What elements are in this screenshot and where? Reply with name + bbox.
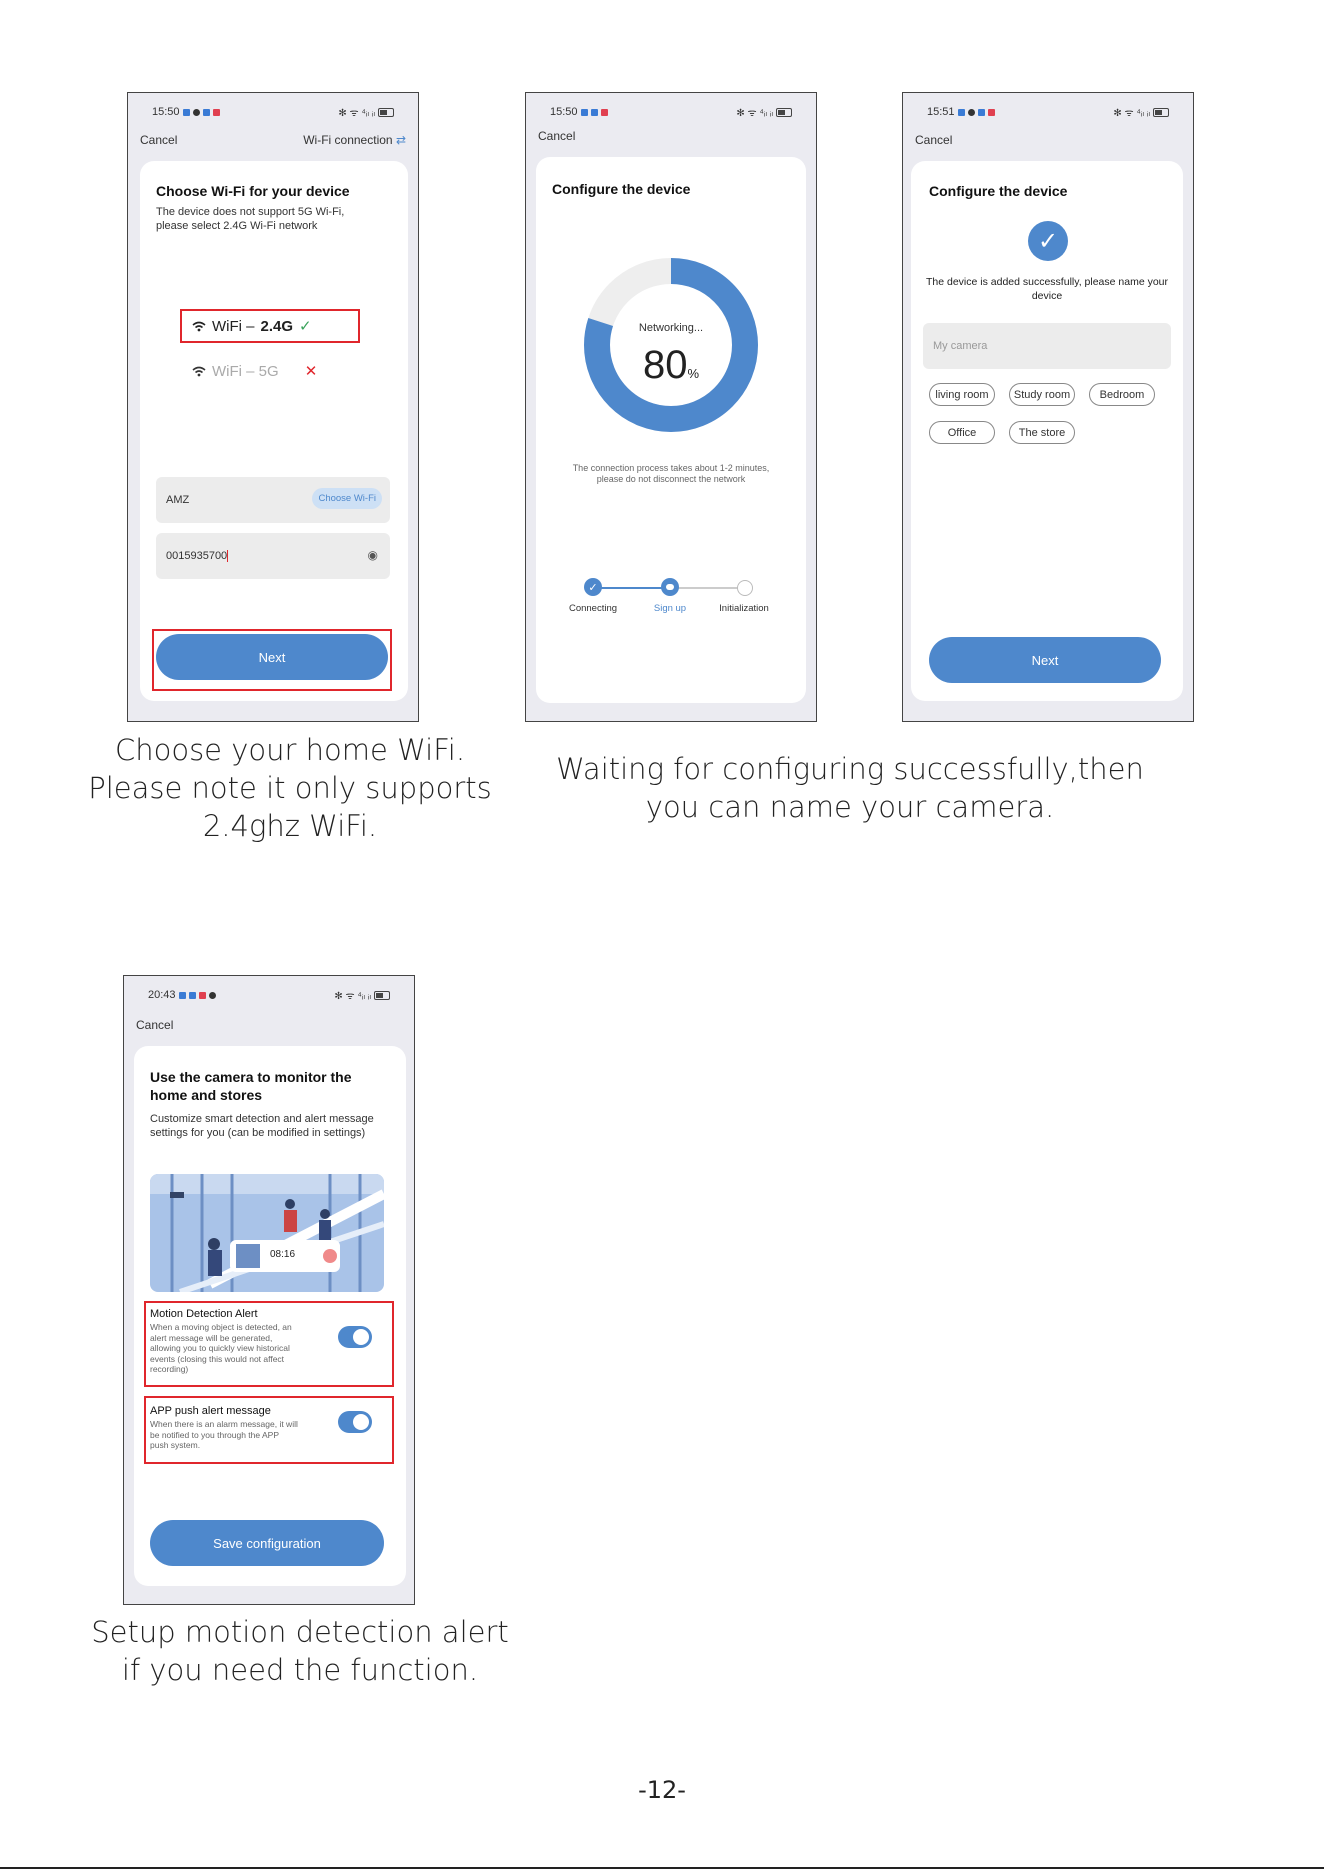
- cancel-link[interactable]: Cancel: [140, 133, 178, 147]
- signal-icons: ✻ ᯤ ⁴ᵢₗ ᵢₗ: [338, 108, 375, 119]
- device-name-input[interactable]: My camera: [923, 323, 1171, 369]
- password-value: 0015935700: [166, 550, 228, 562]
- wifi-5g-label: WiFi – 5G: [212, 362, 279, 380]
- illustration-time: 08:16: [270, 1249, 296, 1260]
- connection-note: The connection process takes about 1-2 minutes, please do not disconnect the network: [572, 463, 770, 484]
- step-label-init: Initialization: [719, 603, 769, 614]
- page-number: -12-: [638, 1776, 686, 1804]
- wifi-24-option[interactable]: [192, 317, 312, 335]
- percent-sign: %: [687, 366, 700, 381]
- room-chip-bedroom[interactable]: Bedroom: [1089, 383, 1155, 406]
- status-time: 15:51: [927, 106, 955, 118]
- card-description: The device does not support 5G Wi-Fi, please select 2.4G Wi-Fi network: [156, 206, 345, 232]
- caption-choose-wifi: Choose your home WiFi. Please note it only supports 2.4ghz WiFi.: [88, 733, 492, 843]
- save-configuration-button[interactable]: Save configuration: [150, 1520, 384, 1566]
- wifi-icon: [192, 321, 206, 332]
- x-icon: ✕: [304, 363, 318, 380]
- card-description: Customize smart detection and alert message settings for you (can be modified in settings): [150, 1113, 374, 1139]
- step-signup-dot: [661, 578, 679, 596]
- name-device-card: [911, 161, 1183, 701]
- caption-motion-alert: Setup motion detection alert if you need the function.: [91, 1615, 509, 1687]
- screenshot-motion-alert: [123, 975, 415, 1605]
- password-field[interactable]: [156, 533, 390, 579]
- cancel-link[interactable]: Cancel: [915, 133, 953, 147]
- battery-icon: [374, 991, 390, 1000]
- card-title: Use the camera to monitor the home and stores: [150, 1069, 352, 1103]
- wifi-5g-option: [192, 362, 317, 380]
- signal-icons: ✻ ᯤ ⁴ᵢₗ ᵢₗ: [736, 108, 773, 119]
- status-bar: [550, 103, 792, 121]
- wifi-icon: [192, 366, 206, 377]
- eye-icon[interactable]: ◉: [367, 548, 378, 562]
- success-check-icon: ✓: [1028, 221, 1068, 261]
- motion-alert-desc: When a moving object is detected, an alert message will be generated, allowing you to quickly view historical events (closing this would not affect recording): [150, 1322, 292, 1374]
- step-init-dot: [737, 580, 753, 596]
- status-time: 15:50: [152, 106, 180, 118]
- ssid-field[interactable]: [156, 477, 390, 523]
- wifi-card: [140, 161, 408, 701]
- next-button[interactable]: Next: [156, 634, 388, 680]
- caption-configure: Waiting for configuring successfully,then you can name your camera.: [556, 752, 1144, 824]
- screenshot-name-device: [902, 92, 1194, 722]
- cancel-link[interactable]: Cancel: [136, 1018, 174, 1032]
- next-button[interactable]: Next: [929, 637, 1161, 683]
- motion-alert-toggle[interactable]: [338, 1326, 372, 1348]
- signal-icons: ✻ ᯤ ⁴ᵢₗ ᵢₗ: [334, 991, 371, 1002]
- status-bar: [152, 103, 394, 121]
- screenshot-configure-progress: [525, 92, 817, 722]
- success-text: The device is added successfully, please name your device: [925, 276, 1169, 302]
- push-alert-desc: When there is an alarm message, it will be notified to you through the APP push system.: [150, 1419, 298, 1450]
- step-connecting-dot: ✓: [584, 578, 602, 596]
- store-illustration: [150, 1174, 384, 1292]
- battery-icon: [1153, 108, 1169, 117]
- room-chip-living-room[interactable]: living room: [929, 383, 995, 406]
- status-time: 15:50: [550, 106, 578, 118]
- status-bar: [148, 986, 390, 1004]
- battery-icon: [378, 108, 394, 117]
- card-title: Choose Wi-Fi for your device: [156, 183, 350, 199]
- wifi-24-band: 2.4G: [260, 317, 294, 335]
- percent-value: 80: [642, 343, 688, 387]
- status-bar: [927, 103, 1169, 121]
- networking-label: Networking...: [638, 322, 704, 334]
- step-line-pending: [671, 587, 744, 589]
- card-title: Configure the device: [929, 183, 1068, 199]
- room-chip-office[interactable]: Office: [929, 421, 995, 444]
- step-label-signup: Sign up: [653, 603, 687, 614]
- check-icon: ✓: [299, 318, 312, 335]
- cancel-link[interactable]: Cancel: [538, 129, 576, 143]
- battery-icon: [776, 108, 792, 117]
- configure-card: [536, 157, 806, 703]
- wifi-connection-link[interactable]: Wi-Fi connection ⇄: [303, 133, 406, 147]
- step-label-connecting: Connecting: [568, 603, 618, 614]
- signal-icons: ✻ ᯤ ⁴ᵢₗ ᵢₗ: [1113, 108, 1150, 119]
- push-alert-title: APP push alert message: [150, 1405, 271, 1417]
- room-chip-study-room[interactable]: Study room: [1009, 383, 1075, 406]
- percent-readout: [536, 343, 806, 388]
- room-chip-the-store[interactable]: The store: [1009, 421, 1075, 444]
- ssid-value: AMZ: [166, 494, 190, 506]
- push-alert-toggle[interactable]: [338, 1411, 372, 1433]
- wifi-24-prefix: WiFi –: [212, 317, 255, 335]
- motion-alert-title: Motion Detection Alert: [150, 1308, 258, 1320]
- screenshot-choose-wifi: [127, 92, 419, 722]
- card-title: Configure the device: [552, 181, 691, 197]
- swap-icon: ⇄: [395, 133, 406, 147]
- choose-wifi-button[interactable]: Choose Wi-Fi: [312, 488, 382, 509]
- status-time: 20:43: [148, 989, 176, 1001]
- bottom-rule: [0, 1867, 1324, 1869]
- monitor-card: [134, 1046, 406, 1586]
